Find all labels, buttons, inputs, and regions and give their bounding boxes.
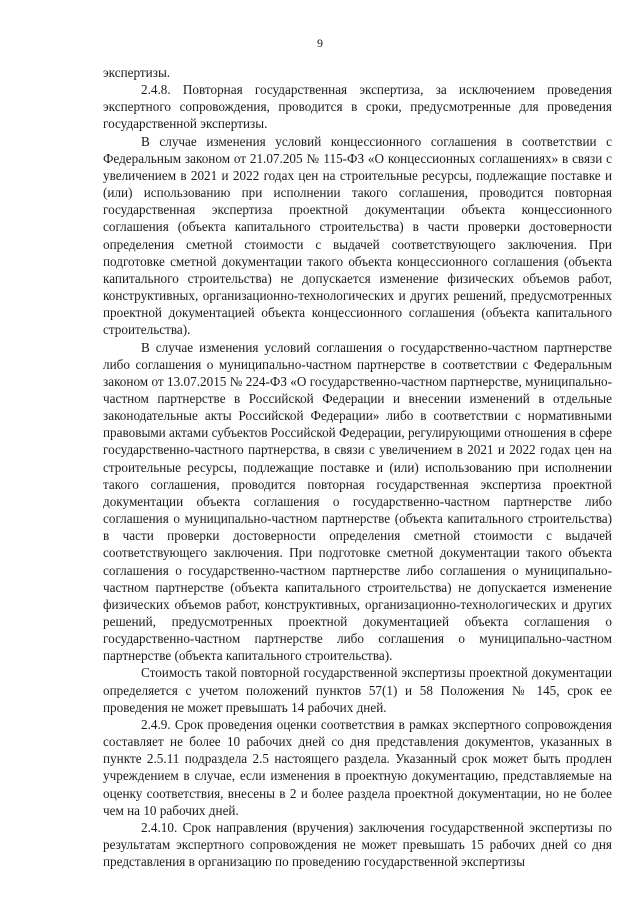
paragraph-2-4-9: 2.4.9. Срок проведения оценки соответствия в рамках экспертного сопровождения составляет не более 10 рабочих дней со дня представления документов, указанных в пункте 2.5.11 подраздела 2.5 настоящего раздела. Указанный срок может быть продлен учреждением в случае, если изменения в проектную документацию, представляемые на оценку соответствия, внесены в 2 и более раздела проектной документации, но не более чем на 10 рабочих дней. [103, 716, 612, 818]
paragraph-2-4-10: 2.4.10. Срок направления (вручения) заключения государственной экспертизы по результатам экспертного сопровождения не может превышать 15 рабочих дней со дня представления в организацию по проведению государственной экспертизы [103, 819, 612, 870]
page-number: 9 [317, 36, 323, 50]
paragraph-concession-agreement: В случае изменения условий концессионного соглашения в соответствии с Федеральным законом от 21.07.205 № 115-ФЗ «О концессионных соглашениях» в связи с увеличением в 2021 и 2022 годах цен на строительные ресурсы, подлежащие поставке и (или) использованию при исполнении такого соглашения, проводится повторная государственная экспертиза проектной документации объекта концессионного соглашения (объекта капитального строительства) в части проверки достоверности определения сметной стоимости с выдачей соответствующего заключения. При подготовке сметной документации такого объекта концессионного соглашения (объекта капитального строительства) не допускается изменение физических объемов работ, конструктивных, организационно-технологических и других решений, предусмотренных проектной документацией объекта концессионного соглашения (объекта капитального строительства). [103, 133, 612, 338]
paragraph-2-4-8: 2.4.8. Повторная государственная экспертиза, за исключением проведения экспертного сопровождения, проводится в сроки, предусмотренные для проведения государственной экспертизы. [103, 82, 612, 132]
paragraph-public-private-partnership: В случае изменения условий соглашения о государственно-частном партнерстве либо соглашения о муниципально-частном партнерстве в соответствии с Федеральным законом от 13.07.2015 № 224-ФЗ «О государственно-частном партнерстве, муниципально-частном партнерстве в Российской Федерации и внесении изменений в отдельные законодательные акты Российской Федерации» либо в соответствии с нормативными правовыми актами субъектов Российской Федерации, регулирующими отношения в сфере государственно-частного партнерства, в связи с увеличением в 2021 и 2022 годах цен на строительные ресурсы, подлежащие поставке и (или) использованию при исполнении такого соглашения, проводится повторная государственная экспертиза проектной документации объекта соглашения о государственно-частном партнерстве либо соглашения о муниципально-частном партнерстве (объекта капитального строительства) в части проверки достоверности определения сметной стоимости с выдачей соответствующего заключения. При подготовке сметной документации такого объекта соглашения о государственно-частном партнерстве либо соглашения о муниципально-частном партнерстве (объекта капитального строительства) не допускается изменение физических объемов работ, конструктивных, организационно-технологических и других решений, предусмотренных проектной документацией объекта соглашения о государственно-частном партнерстве либо соглашения о муниципально-частном партнерстве (объекта капитального строительства). [103, 339, 612, 664]
paragraph-continuation: экспертизы. [103, 65, 171, 80]
paragraph-expertise-cost: Стоимость такой повторной государственной экспертизы проектной документации определяется с учетом положений пунктов 57(1) и 58 Положения № 145, срок ее проведения не может превышать 14 рабочих дней. [103, 665, 612, 715]
document-body [103, 64, 612, 870]
